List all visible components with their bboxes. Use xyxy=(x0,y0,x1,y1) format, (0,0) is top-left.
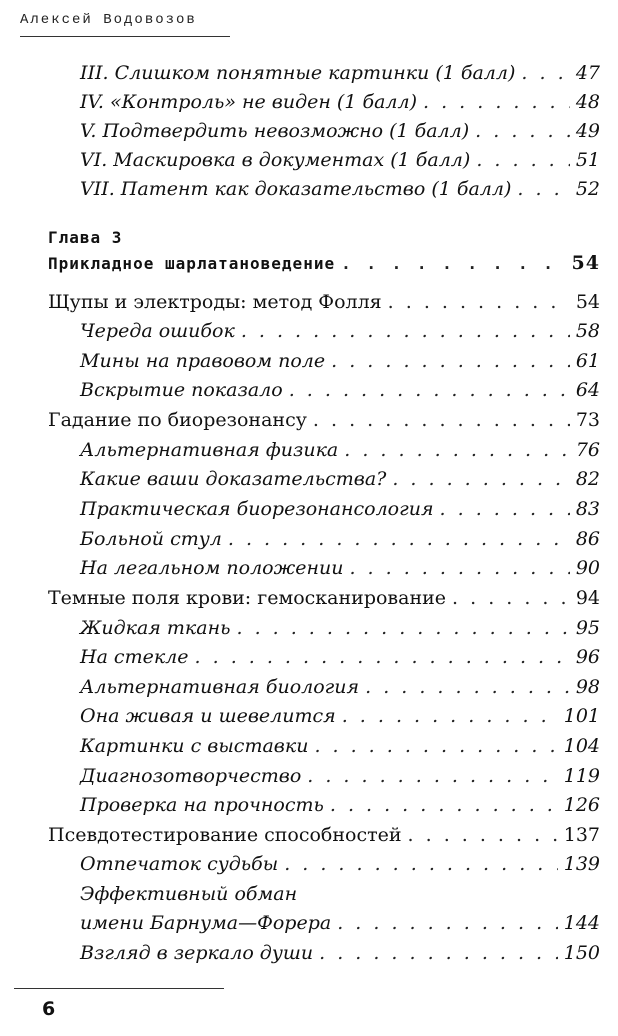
dot-leader xyxy=(284,851,558,877)
toc-subsection-title-line1: Эффективный обман xyxy=(80,883,298,905)
toc-subsection-title: Вскрытие показало xyxy=(80,379,283,401)
header-rule xyxy=(20,36,230,37)
dot-leader xyxy=(337,910,558,936)
dot-leader xyxy=(476,147,569,173)
toc-section xyxy=(48,822,600,848)
toc-subsection-page: 139 xyxy=(563,853,600,875)
toc-subsection-title: Диагнозотворчество xyxy=(80,765,302,787)
dot-leader xyxy=(392,466,569,492)
toc-subsection-page: 98 xyxy=(575,676,600,698)
dot-leader xyxy=(475,118,570,144)
toc-subsection-page: 104 xyxy=(563,735,600,757)
toc-section-page: 73 xyxy=(575,409,600,431)
toc-entry-page: 49 xyxy=(575,120,600,142)
dot-leader xyxy=(313,407,570,433)
toc-section-page: 137 xyxy=(563,824,600,846)
dot-leader xyxy=(452,585,570,611)
toc-subsection-title: Картинки с выставки xyxy=(80,735,309,757)
page-number: 6 xyxy=(42,998,56,1020)
toc-subsection-page: 150 xyxy=(563,942,600,964)
toc-entry xyxy=(80,147,600,173)
toc-subsection xyxy=(80,437,600,463)
toc-subsection-page: 64 xyxy=(575,379,600,401)
toc-subsection-title: Практическая биорезонансология xyxy=(80,498,434,520)
toc-entry xyxy=(80,60,600,86)
toc-section xyxy=(48,289,600,315)
toc-subsection-title: Какие ваши доказательства? xyxy=(80,468,387,490)
toc-entry xyxy=(80,89,600,115)
toc-subsection-page: 101 xyxy=(563,705,600,727)
toc-subsection xyxy=(80,910,600,936)
dot-leader xyxy=(236,615,569,641)
dot-leader xyxy=(388,289,570,315)
toc-section-page: 54 xyxy=(575,291,600,313)
toc-entry-title: IV. «Контроль» не виден (1 балл) xyxy=(80,91,417,113)
toc-subsection-title: Череда ошибок xyxy=(80,320,235,342)
toc-entry xyxy=(80,176,600,202)
toc-entry-page: 48 xyxy=(575,91,600,113)
toc-subsection-title: Мины на правовом поле xyxy=(80,350,326,372)
toc-subsection-page: 126 xyxy=(563,794,600,816)
toc-entry-title: VI. Маскировка в документах (1 балл) xyxy=(80,149,471,171)
dot-leader xyxy=(344,437,570,463)
chapter-title: Прикладное шарлатановедение xyxy=(48,254,336,273)
dot-leader xyxy=(423,89,570,115)
toc-entry-page: 52 xyxy=(575,178,600,200)
dot-leader xyxy=(228,526,570,552)
toc-subsection-title: На стекле xyxy=(80,646,189,668)
toc-subsection xyxy=(80,555,600,581)
toc-section-title: Псевдотестирование способностей xyxy=(48,824,402,846)
toc-subsection xyxy=(80,792,600,818)
chapter-entry xyxy=(48,250,600,277)
dot-leader xyxy=(342,703,558,729)
toc-subsection xyxy=(80,496,600,522)
toc-subsection xyxy=(80,763,600,789)
toc-subsection-title: Взгляд в зеркало души xyxy=(80,942,314,964)
toc-subsection-title: Она живая и шевелится xyxy=(80,705,336,727)
dot-leader xyxy=(314,733,557,759)
toc-subsection-page: 76 xyxy=(575,439,600,461)
toc-entry-page: 47 xyxy=(575,62,600,84)
toc-entry-title: V. Подтвердить невозможно (1 балл) xyxy=(80,120,470,142)
toc-subsection xyxy=(80,940,600,966)
toc-subsection-page: 86 xyxy=(575,528,600,550)
toc-entry-title: III. Слишком понятные картинки (1 балл) xyxy=(80,62,516,84)
toc-subsection-title: Отпечаток судьбы xyxy=(80,853,279,875)
chapter-label: Глава 3 xyxy=(48,228,123,247)
toc-subsection xyxy=(80,615,600,641)
toc-subsection-page: 61 xyxy=(575,350,600,372)
toc-subsection xyxy=(80,674,600,700)
footer-rule xyxy=(14,988,224,989)
toc-subsection-page: 119 xyxy=(563,765,600,787)
toc-subsection xyxy=(80,851,600,877)
dot-leader xyxy=(289,377,570,403)
toc-entry-title: VII. Патент как доказательство (1 балл) xyxy=(80,178,512,200)
toc-subsection-page: 82 xyxy=(575,468,600,490)
toc-section xyxy=(48,407,600,433)
toc-section-title: Гадание по биорезонансу xyxy=(48,409,307,431)
dot-leader xyxy=(307,763,557,789)
toc-subsection-title: Жидкая ткань xyxy=(80,617,231,639)
dot-leader xyxy=(319,940,558,966)
running-header xyxy=(20,12,230,37)
toc-subsection xyxy=(80,733,600,759)
toc-section-page: 94 xyxy=(575,587,600,609)
toc-subsection xyxy=(80,466,600,492)
toc-subsection-page: 95 xyxy=(575,617,600,639)
dot-leader xyxy=(341,251,565,277)
dot-leader xyxy=(517,176,569,202)
toc-subsection xyxy=(80,348,600,374)
dot-leader xyxy=(365,674,570,700)
toc-subsection-page: 83 xyxy=(575,498,600,520)
dot-leader xyxy=(349,555,569,581)
toc-subsection-title: Проверка на прочность xyxy=(80,794,324,816)
dot-leader xyxy=(195,644,570,670)
dot-leader xyxy=(521,60,569,86)
toc-subsection-title-line2: имени Барнума—Форера xyxy=(80,912,332,934)
dot-leader xyxy=(330,792,558,818)
dot-leader xyxy=(331,348,570,374)
toc-subsection-page: 90 xyxy=(575,557,600,579)
toc-subsection-page: 58 xyxy=(575,320,600,342)
toc-subsection-page: 96 xyxy=(575,646,600,668)
toc-subsection xyxy=(80,377,600,403)
author-name: Алексей Водовозов xyxy=(20,12,197,28)
toc-subsection-title: Больной стул xyxy=(80,528,222,550)
toc-subsection xyxy=(80,703,600,729)
toc-subsection-title: Альтернативная биология xyxy=(80,676,360,698)
dot-leader xyxy=(440,496,570,522)
toc-subsection-title: Альтернативная физика xyxy=(80,439,339,461)
toc-entry xyxy=(80,118,600,144)
toc-subsection-title: На легальном положении xyxy=(80,557,344,579)
toc-section-title: Щупы и электроды: метод Фолля xyxy=(48,291,382,313)
toc-section-title: Темные поля крови: гемосканирование xyxy=(48,587,447,609)
toc-subsection xyxy=(80,644,600,670)
toc-subsection xyxy=(80,526,600,552)
toc-section xyxy=(48,585,600,611)
dot-leader xyxy=(408,822,558,848)
toc-entry-page: 51 xyxy=(575,149,600,171)
chapter-page: 54 xyxy=(571,252,600,274)
dot-leader xyxy=(241,318,570,344)
toc-subsection-page: 144 xyxy=(563,912,600,934)
toc-subsection xyxy=(80,318,600,344)
